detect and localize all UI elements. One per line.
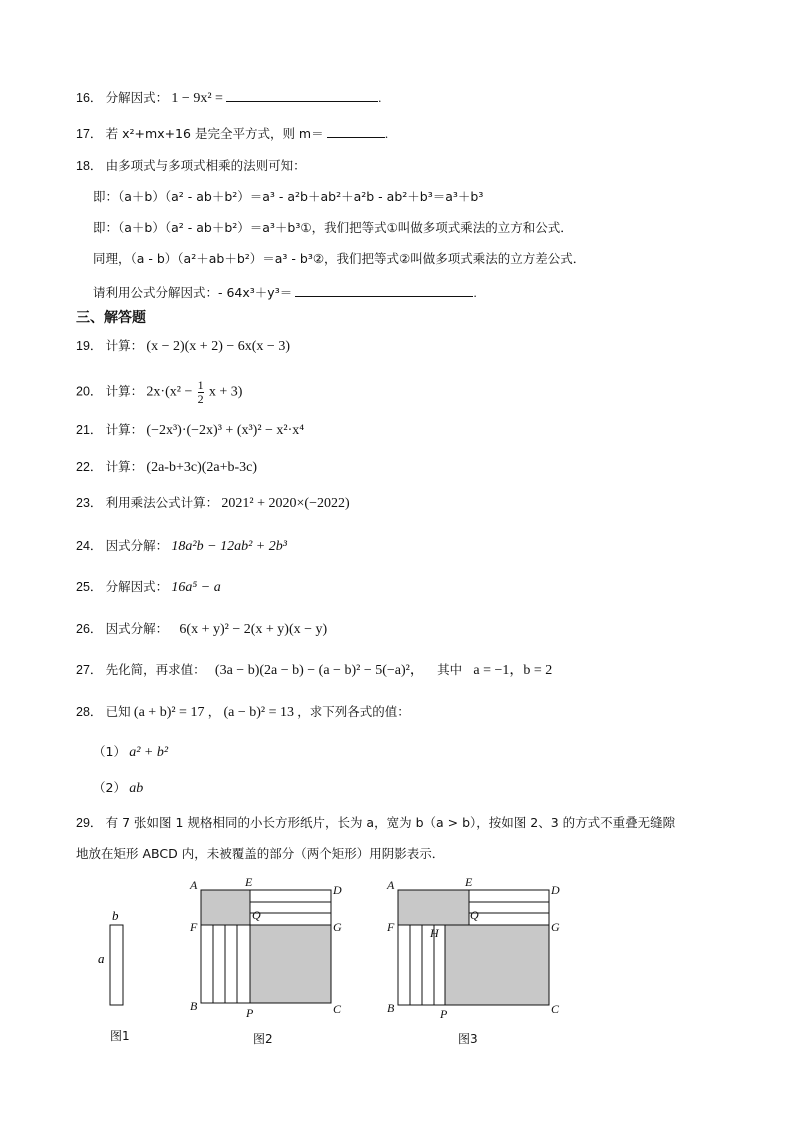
period: .: [384, 126, 389, 141]
question-19: [76, 337, 290, 356]
math-expression: 2021² + 2020×(−2022): [221, 496, 350, 511]
math-expression: (−2x³)·(−2x)³ + (x³)² − x²·x⁴: [146, 423, 305, 438]
label-F: F: [190, 920, 198, 934]
separator: ，: [207, 704, 221, 719]
question-text-end: ，求下列各式的值：: [297, 704, 410, 719]
small-rectangle: [110, 925, 123, 1005]
math-expression-end: x + 3): [208, 384, 243, 400]
shaded-region-bottom: [445, 925, 549, 1005]
question-number: 20．: [76, 384, 103, 399]
question-number: 25．: [76, 580, 103, 594]
question-29-line-2: 地放在矩形 ABCD 内，未被覆盖的部分（两个矩形）用阴影表示．: [76, 846, 445, 861]
math-expression: (3a − b)(2a − b) − (a − b)² − 5(−a)²，: [214, 663, 424, 678]
label-D: D: [333, 883, 342, 897]
label-B: B: [387, 1001, 395, 1015]
question-17: [76, 124, 388, 143]
question-text: 因式分解：: [105, 621, 169, 636]
question-text: 请利用公式分解因式：- 64x³＋y³＝: [93, 285, 293, 300]
question-text: 分解因式：: [105, 579, 169, 594]
question-number: 16．: [76, 91, 103, 105]
math-expression: 16a⁵ − a: [171, 580, 221, 595]
label-P: P: [440, 1007, 448, 1021]
label-b: b: [112, 908, 119, 923]
question-text: 由多项式与多项式相乘的法则可知：: [105, 158, 306, 173]
shaded-region-bottom: [250, 925, 331, 1003]
question-text: 分解因式：: [105, 90, 169, 105]
question-number: 19．: [76, 339, 103, 353]
part-expression: ab: [129, 781, 144, 796]
label-Q: Q: [470, 908, 479, 922]
question-18-line-2: 即：（a＋b）（a² - ab＋b²）＝a³＋b³①，我们把等式①叫做多项式乘法的立方和公式．: [93, 220, 573, 235]
figure-1-caption: 图1: [110, 1029, 130, 1043]
math-expression: (x − 2)(x + 2) − 6x(x − 3): [146, 339, 290, 354]
question-number: 23．: [76, 496, 103, 510]
label-D: D: [551, 883, 560, 897]
fraction-numerator: 1: [197, 378, 204, 392]
question-text: 利用乘法公式计算：: [105, 495, 219, 510]
question-27: [76, 661, 552, 680]
question-16: [76, 88, 381, 108]
question-number: 21．: [76, 423, 103, 437]
question-28: [76, 703, 410, 722]
label-B: B: [190, 999, 198, 1013]
figure-1: [95, 905, 135, 1015]
question-number: 22．: [76, 460, 103, 474]
question-number: 27．: [76, 663, 103, 677]
given-equation-1: (a + b)² = 17: [133, 705, 205, 720]
question-text: 有 7 张如图 1 规格相同的小长方形纸片，长为 a，宽为 b（a > b），按如图 2、3 的方式不重叠无缝隙: [105, 815, 676, 830]
question-text: 因式分解：: [105, 538, 169, 553]
question-28-part-1: [93, 743, 168, 762]
question-24: [76, 537, 287, 556]
label-E: E: [245, 875, 253, 889]
question-text: 计算：: [105, 338, 144, 353]
math-expression: 6(x + y)² − 2(x + y)(x − y): [179, 622, 328, 637]
label-G: G: [333, 920, 342, 934]
label-C: C: [333, 1002, 342, 1016]
question-28-part-2: [93, 779, 143, 798]
section-heading: 三、解答题: [76, 310, 146, 326]
math-expression: 1 − 9x² =: [171, 91, 223, 106]
figure-3: [382, 876, 567, 1021]
figure-2-caption: 图2: [253, 1032, 273, 1046]
math-expression-start: 2x·(x² −: [146, 384, 193, 400]
answer-blank[interactable]: [226, 88, 378, 102]
answer-blank[interactable]: [327, 124, 385, 138]
label-A: A: [190, 878, 198, 892]
question-23: [76, 494, 350, 513]
question-22: [76, 458, 257, 477]
condition-values: a = −1，b = 2: [473, 663, 553, 678]
figure-3-caption: 图3: [458, 1032, 478, 1046]
label-Q: Q: [252, 908, 261, 922]
question-number: 17．: [76, 127, 103, 141]
label-C: C: [551, 1002, 560, 1016]
shaded-region-top: [201, 890, 250, 925]
label-A: A: [387, 878, 395, 892]
question-25: [76, 578, 221, 597]
question-number: 26．: [76, 622, 103, 636]
question-text: 计算：: [105, 459, 144, 474]
question-number: 18．: [76, 159, 103, 173]
label-H: H: [430, 926, 439, 940]
question-18-line-1: 即：（a＋b）（a² - ab＋b²）＝a³ - a²b＋ab²＋a²b - ab²＋b³＝a³＋b³: [93, 189, 484, 204]
question-number: 24．: [76, 539, 103, 553]
period: .: [378, 90, 382, 105]
label-F: F: [387, 920, 395, 934]
math-expression: 18a²b − 12ab² + 2b³: [171, 539, 287, 554]
label-a: a: [98, 951, 105, 966]
shaded-region-top: [398, 890, 469, 925]
question-20: [76, 379, 242, 406]
question-18-line-3: 同理，（a - b）（a²＋ab＋b²）＝a³ - b³②，我们把等式②叫做多项式乘法的立方差公式．: [93, 251, 586, 266]
part-label: （1）: [93, 744, 126, 759]
figure-2: [185, 876, 355, 1021]
part-expression: a² + b²: [129, 745, 169, 760]
part-label: （2）: [93, 780, 126, 795]
condition-label: 其中: [437, 662, 463, 677]
question-text: 若 x²+mx+16 是完全平方式，则 m＝: [105, 126, 324, 141]
question-text: 已知: [105, 704, 131, 719]
period: .: [473, 285, 477, 300]
label-P: P: [246, 1006, 254, 1020]
question-number: 29．: [76, 816, 103, 830]
question-21: [76, 421, 304, 440]
question-text: 先化简，再求值：: [105, 662, 206, 677]
question-26: [76, 620, 327, 639]
fraction: [198, 379, 204, 406]
question-number: 28．: [76, 705, 103, 719]
question-18: [76, 157, 306, 175]
label-E: E: [465, 875, 473, 889]
given-equation-2: (a − b)² = 13: [223, 705, 294, 720]
question-18-line-4: [93, 283, 477, 302]
math-expression: (2a-b+3c)(2a+b-3c): [146, 460, 258, 475]
question-29: [76, 814, 675, 832]
question-text: 计算：: [105, 383, 144, 399]
label-G: G: [551, 920, 560, 934]
question-text: 计算：: [105, 422, 144, 437]
fraction-denominator: 2: [197, 392, 204, 406]
answer-blank[interactable]: [295, 283, 473, 297]
